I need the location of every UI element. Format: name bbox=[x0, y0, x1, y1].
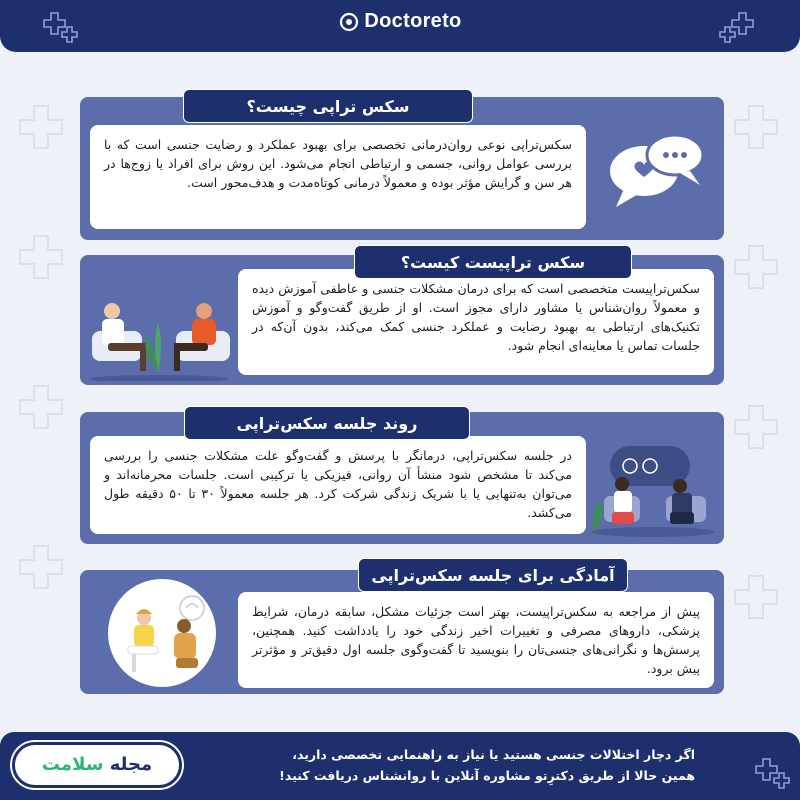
header-bar bbox=[0, 0, 800, 52]
section-what-is bbox=[80, 97, 724, 240]
speech-bubbles-icon bbox=[600, 127, 710, 217]
section-body: سکس‌تراپیست متخصصی است که برای درمان مشکلات جنسی و عاطفی آموزش دیده و معمولاً روان‌شناس یا مشاور دارای مجوز است. او از طریق گفت‌وگو و آموزش تکنیک‌های ارتباطی به بهبود رضایت و عملکرد جنسی کمک می‌کند، بدون آن‌که در جلسات تماس یا معاینه‌ای انجام شود. bbox=[238, 269, 714, 375]
stethoscope-icon bbox=[338, 11, 360, 33]
footer-line-2: همین حالا از طریق دکترِتو مشاوره آنلاین با روانشناس دریافت کنید! bbox=[279, 768, 695, 783]
section-process bbox=[80, 412, 724, 544]
magazine-badge[interactable] bbox=[12, 742, 182, 788]
section-body: سکس‌تراپی نوعی روان‌درمانی تخصصی برای بهبود عملکرد و رضایت جنسی است که با بررسی عوامل روانی، جسمی و ارتباطی انجام می‌شود. این روش برای افراد یا زوج‌ها در هر سن و گرایش مؤثر بوده و معمولاً درمانی کوتاه‌مدت و هدف‌محور است. bbox=[90, 125, 586, 229]
therapist-session-illustration bbox=[84, 281, 234, 381]
footer-message bbox=[195, 744, 695, 786]
section-body: پیش از مراجعه به سکس‌تراپیست، بهتر است جزئیات مشکل، سابقه درمان، شرایط پزشکی، داروهای مصرفی و تغییرات اخیر زندگی خود را یادداشت کنید. همچنین، پرسش‌ها و نگرانی‌های جنسی‌تان را بنویسید تا گفت‌وگوی جلسه اول دقیق‌تر و مؤثرتر پیش برود. bbox=[238, 592, 714, 688]
brand-logo bbox=[0, 10, 800, 33]
section-body: در جلسه سکس‌تراپی، درمانگر با پرسش و گفت‌وگو علت مشکلات جنسی را بررسی می‌کند تا مشخص شود منشأ آن روانی، فیزیکی یا ترکیبی است. جلسات محرمانه‌اند و می‌توان به‌تنهایی یا با شریک زندگی شرکت کرد. هر جلسه معمولاً ۳۰ تا ۵۰ دقیقه طول می‌کشد. bbox=[90, 436, 586, 534]
badge-word-1: مجله bbox=[109, 754, 153, 775]
counseling-session-illustration bbox=[588, 440, 718, 540]
footer-line-1: اگر دچار اختلالات جنسی هستید یا نیاز به راهنمایی تخصصی دارید، bbox=[292, 747, 695, 762]
section-who-is bbox=[80, 255, 724, 385]
section-title: سکس تراپیست کیست؟ bbox=[354, 245, 632, 279]
section-title: سکس تراپی چیست؟ bbox=[183, 89, 473, 123]
section-title: آمادگی برای جلسه سکس‌تراپی bbox=[358, 558, 628, 592]
section-title: روند جلسه سکس‌تراپی bbox=[184, 406, 470, 440]
footer-banner bbox=[0, 732, 800, 800]
brand-name: Doctoreto bbox=[364, 10, 462, 32]
section-preparation bbox=[80, 566, 724, 694]
conversation-illustration bbox=[92, 578, 232, 688]
medical-cross-icon bbox=[752, 752, 796, 792]
badge-word-2: سلامت bbox=[41, 754, 104, 775]
